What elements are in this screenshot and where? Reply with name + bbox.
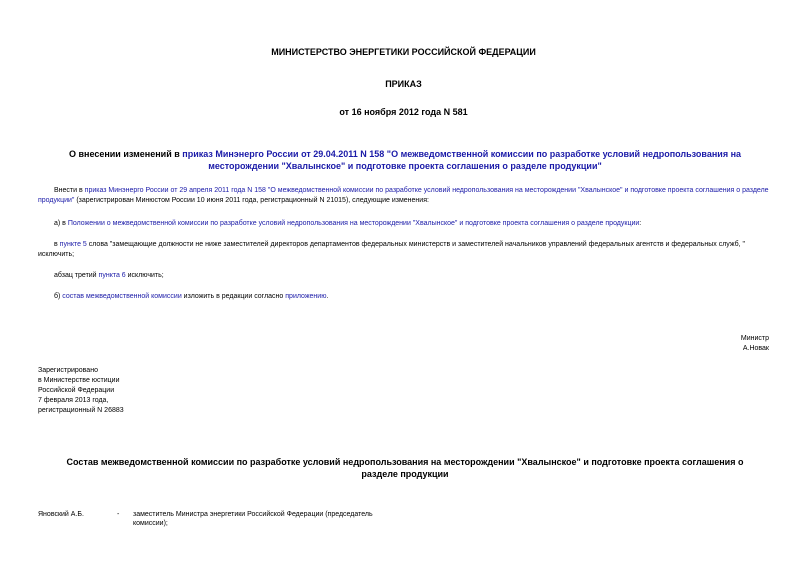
commission-composition-link[interactable]: состав межведомственной комиссии — [62, 293, 182, 300]
item-a2-text-1: абзац третий — [54, 272, 99, 279]
doc-type-heading: ПРИКАЗ — [385, 79, 422, 89]
item-b-text-2: изложить в редакции согласно — [181, 293, 286, 300]
title-prefix: О внесении изменений в — [68, 149, 183, 159]
registration-line: 7 февраля 2013 года, — [38, 397, 109, 404]
signature-block — [741, 334, 769, 354]
registration-line: Зарегистрировано — [38, 367, 98, 374]
intro-paragraph — [38, 186, 773, 206]
date-number-heading: от 16 ноября 2012 года N 581 — [339, 107, 468, 117]
intro-order-link[interactable]: приказ Минэнерго России от 29 апреля 2011 года N 158 "О межведомственной комиссии по разработке условий недропользования на месторождении "Хвалынское" и подготовке проекта соглашения о разделе продукции" — [38, 187, 769, 204]
item-b-paragraph — [38, 292, 773, 302]
item-a1-text-2: слова "замещающие должности не ниже заместителей директоров департаментов федеральных министерств и заместителей начальников управлений федеральных агентств и федеральных служб, " исключить; — [38, 241, 746, 258]
item-a1-text-1: в — [54, 241, 60, 248]
member-dash: - — [117, 511, 120, 518]
item-a2-text-2: исключить; — [125, 272, 164, 279]
registration-line: Российской Федерации — [38, 387, 115, 394]
item-b-text-3: . — [326, 293, 329, 300]
appendix-link[interactable]: приложению — [285, 293, 327, 300]
registration-line: в Министерстве юстиции — [38, 377, 120, 384]
signature-name: А.Новак — [742, 345, 769, 352]
clause-5-link[interactable]: пункте 5 — [59, 241, 87, 248]
item-a2-paragraph — [38, 271, 773, 281]
clause-6-link[interactable]: пункта 6 — [98, 272, 126, 279]
item-b-text-1: б) — [54, 293, 63, 300]
member-name: Яновский А.Б. — [38, 511, 84, 518]
ministry-heading: МИНИСТЕРСТВО ЭНЕРГЕТИКИ РОССИЙСКОЙ ФЕДЕРАЦИИ — [271, 47, 536, 57]
appendix-title: Состав межведомственной комиссии по разработке условий недропользования на месторождении "Хвалынское" и подготовке проекта соглашения о разделе продукции — [66, 457, 744, 479]
registration-line: регистрационный N 26883 — [38, 407, 124, 414]
title-order-link[interactable]: приказ Минэнерго России от 29.04.2011 N 158 "О межведомственной комиссии по разработке условий недропользования на месторождении "Хвалынское" и подготовке проекта соглашения о разделе продукции" — [182, 149, 742, 171]
item-a-text-2: : — [639, 220, 642, 227]
signature-position: Министр — [740, 335, 769, 342]
regulation-link[interactable]: Положении о межведомственной комиссии по разработке условий недропользования на месторождении "Хвалынское" и подготовке проекта соглашения о разделе продукции — [67, 220, 640, 227]
intro-text-1: Внести в — [54, 187, 85, 194]
intro-text-2: (зарегистрирован Минюстом России 10 июня 2011 года, регистрационный N 21015), следующие изменения: — [74, 197, 429, 204]
member-role: заместитель Министра энергетики Российской Федерации (председатель комиссии); — [133, 511, 373, 527]
item-a-paragraph — [38, 219, 773, 229]
registration-block — [38, 366, 124, 416]
item-a-text-1: а) в — [54, 220, 68, 227]
document-title — [60, 148, 750, 172]
item-a1-paragraph — [38, 240, 773, 260]
